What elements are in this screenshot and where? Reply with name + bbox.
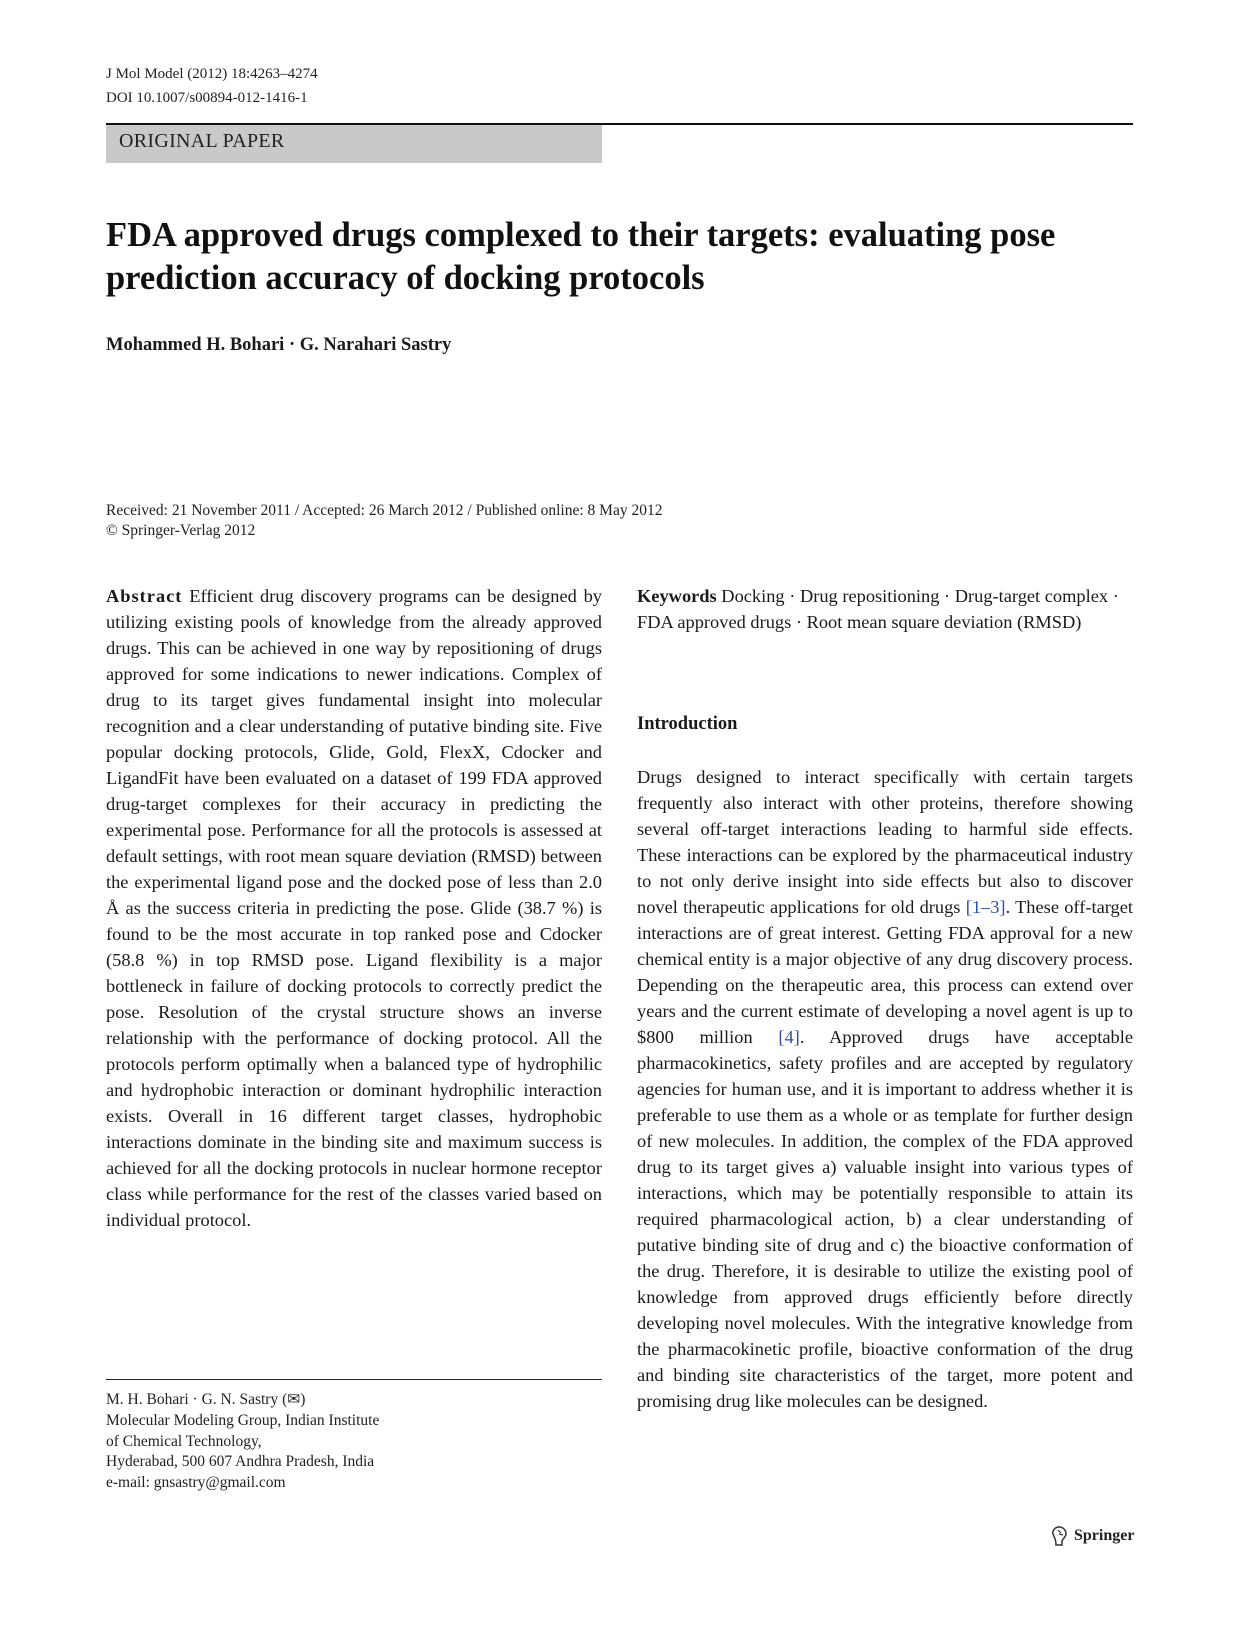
citation-link-1-3[interactable]: [1–3] bbox=[965, 897, 1006, 917]
doi: DOI 10.1007/s00894-012-1416-1 bbox=[106, 90, 308, 106]
affiliation-rule bbox=[106, 1379, 602, 1380]
intro-text-3: . Approved drugs have acceptable pharmacokinetics, safety profiles and are accepted by regulatory agencies for human use, and it is important to address whether it is preferable to use them as a whole or as template for further design of new molecules. In addition, the complex of the FDA approved drug to its target gives a) valuable insight into various types of interactions, which may be potentially responsible to attain its required pharmacological action, b) a clear understanding of putative binding site of drug and c) the bioactive conformation of the drug. Therefore, it is desirable to utilize the existing pool of knowledge from approved drugs efficiently before directly developing novel molecules. With the integrative knowledge from the pharmacokinetic profile, bioactive conformation of the drug and binding site characteristics of the target, more potent and promising drug like molecules can be designed. bbox=[637, 1027, 1133, 1411]
introduction-body bbox=[637, 764, 1133, 1414]
publisher-name: Springer bbox=[1074, 1527, 1135, 1544]
keywords-label: Keywords bbox=[637, 586, 717, 606]
intro-text-1: Drugs designed to interact specifically with certain targets frequently also interact with other proteins, therefore showing several off-target interactions leading to harmful side effects. These interactions can be explored by the pharmaceutical industry to not only derive insight into side effects but also to discover novel therapeutic applications for old drugs bbox=[637, 767, 1133, 917]
section-banner: ORIGINAL PAPER bbox=[106, 125, 602, 163]
authors: Mohammed H. Bohari · G. Narahari Sastry bbox=[106, 335, 452, 355]
citation-link-4[interactable]: [4] bbox=[778, 1027, 800, 1047]
abstract bbox=[106, 583, 602, 1233]
copyright: © Springer-Verlag 2012 bbox=[106, 522, 256, 539]
keywords bbox=[637, 583, 1133, 635]
affiliation-line-3: Hyderabad, 500 607 Andhra Pradesh, India bbox=[106, 1453, 375, 1471]
affiliation-line-1: Molecular Modeling Group, Indian Institute bbox=[106, 1411, 380, 1429]
abstract-text: Efficient drug discovery programs can be designed by utilizing existing pools of knowledge from the already approved drugs. This can be achieved in one way by repositioning of drugs approved for some indications to newer indications. Complex of drug to its target gives fundamental insight into molecular recognition and a clear understanding of putative binding site. Five popular docking protocols, Glide, Gold, FlexX, Cdocker and LigandFit have been evaluated on a dataset of 199 FDA approved drug-target complexes for their accuracy in predicting the experimental pose. Performance for all the protocols is assessed at default settings, with root mean square deviation (RMSD) between the experimental ligand pose and the docked pose of less than 2.0 Å as the success criteria in predicting the pose. Glide (38.7 %) is found to be the most accurate in top ranked pose and Cdocker (58.8 %) in top RMSD pose. Ligand flexibility is a major bottleneck in failure of docking protocols to correctly predict the pose. Resolution of the crystal structure shows an inverse relationship with the performance of docking protocol. All the protocols perform optimally when a balanced type of hydrophilic and hydrophobic interaction or dominant hydrophilic interaction exists. Overall in 16 different target classes, hydrophobic interactions dominate in the binding site and maximum success is achieved for all the docking protocols in nuclear hormone receptor class while performance for the rest of the classes varied based on individual protocol. bbox=[106, 586, 602, 1230]
intro-text-2: . These off-target interactions are of great interest. Getting FDA approval for a new chemical entity is a major objective of any drug discovery process. Depending on the therapeutic area, this process can extend over years and the current estimate of developing a novel agent is up to $800 million bbox=[637, 897, 1134, 1047]
affiliation-line-2: of Chemical Technology, bbox=[106, 1432, 262, 1450]
publisher-logo bbox=[1050, 1525, 1134, 1547]
affiliation-names: M. H. Bohari · G. N. Sastry (✉) bbox=[106, 1391, 306, 1408]
paper-title: FDA approved drugs complexed to their targets: evaluating pose prediction accuracy of docking protocols bbox=[106, 216, 1056, 297]
publication-dates: Received: 21 November 2011 / Accepted: 26 March 2012 / Published online: 8 May 2012 bbox=[106, 502, 663, 519]
journal-citation: J Mol Model (2012) 18:4263–4274 bbox=[106, 66, 318, 82]
abstract-label: Abstract bbox=[106, 586, 183, 606]
keywords-text: Docking · Drug repositioning · Drug-target complex · FDA approved drugs · Root mean square deviation (RMSD) bbox=[637, 586, 1119, 632]
introduction-heading: Introduction bbox=[637, 714, 738, 734]
affiliation bbox=[106, 1390, 379, 1494]
springer-horse-icon bbox=[1050, 1525, 1070, 1547]
affiliation-email[interactable]: e-mail: gnsastry@gmail.com bbox=[106, 1474, 286, 1492]
